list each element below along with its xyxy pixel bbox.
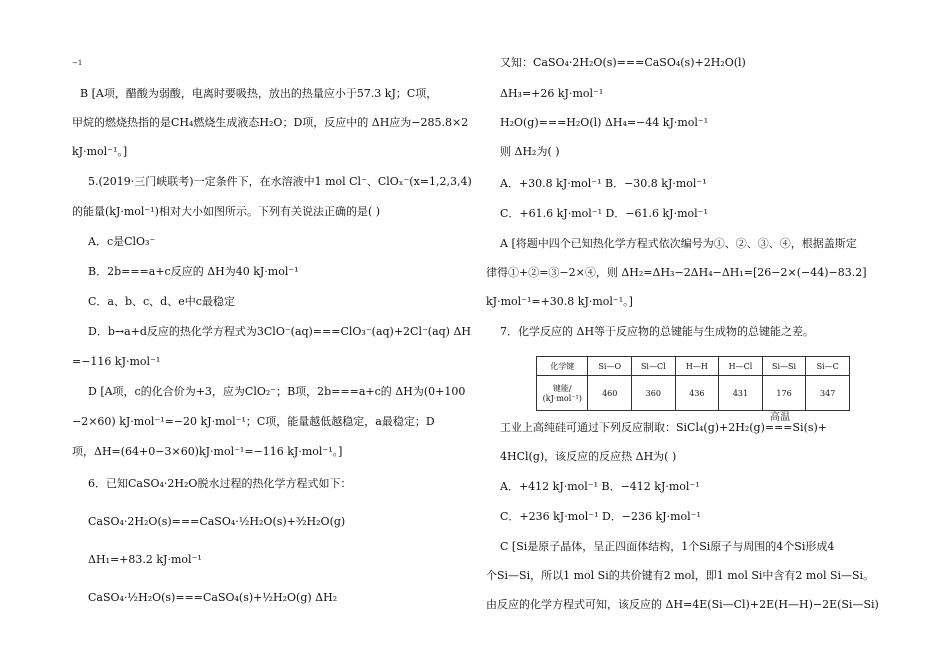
text-line: 4HCl(g)，该反应的反应热 ΔH为( ) <box>500 450 677 463</box>
text-line: 工业上高纯硅可通过下列反应制取：SiCl₄(g)+2H₂(g)===Si(s)+ <box>500 421 828 434</box>
text-line: 又知：CaSO₄·2H₂O(s)===CaSO₄(s)+2H₂O(l) <box>500 56 746 69</box>
text-line: 甲烷的燃烧热指的是CH₄燃烧生成液态H₂O；D项，反应中的 ΔH应为−285.8×2 <box>72 116 469 129</box>
option-c: C．a、b、c、d、e中c最稳定 <box>88 295 235 308</box>
text-line: B [A项，醋酸为弱酸，电离时要吸热，放出的热量应小于57.3 kJ；C项， <box>80 87 438 100</box>
table-header: H—H <box>675 357 719 376</box>
text-line: 律得①+②=③−2×④，则 ΔH₂=ΔH₃−2ΔH₄−ΔH₁=[26−2×(−44)−83.2] <box>486 266 867 279</box>
options-cd: C．+236 kJ·mol⁻¹ D．−236 kJ·mol⁻¹ <box>500 510 701 523</box>
table-row <box>537 376 850 411</box>
answer-explanation: C [Si是原子晶体，呈正四面体结构，1个Si原子与周围的4个Si形成4 <box>500 540 835 553</box>
answer-explanation: A [将题中四个已知热化学方程式依次编号为①、②、③、④，根据盖斯定 <box>500 237 857 250</box>
table-header: Si—Si <box>762 357 806 376</box>
text-line: −2×60) kJ·mol⁻¹=−20 kJ·mol⁻¹；C项，能量越低越稳定，a最稳定；D <box>72 415 435 428</box>
table-cell: 347 <box>806 376 850 411</box>
question-6: 6．已知CaSO₄·2H₂O脱水过程的热化学方程式如下： <box>88 477 352 490</box>
option-d: D．b→a+d反应的热化学方程式为3ClO⁻(aq)===ClO₃⁻(aq)+2Cl⁻(aq) ΔH <box>88 325 472 338</box>
table-cell: 436 <box>675 376 719 411</box>
text-line: −1 <box>72 59 83 67</box>
table-header-row <box>537 357 850 376</box>
options-ab: A．+30.8 kJ·mol⁻¹ B．−30.8 kJ·mol⁻¹ <box>500 177 707 190</box>
option-a: A．c是ClO₃⁻ <box>88 235 156 248</box>
table-cell: 360 <box>632 376 676 411</box>
text-line: 则 ΔH₂为( ) <box>500 145 560 158</box>
table-header: Si—Cl <box>632 357 676 376</box>
delta-h1: ΔH₁=+83.2 kJ·mol⁻¹ <box>88 553 202 566</box>
table-cell: 460 <box>588 376 632 411</box>
table-cell: 176 <box>762 376 806 411</box>
table-header: H—Cl <box>719 357 763 376</box>
reaction-condition: 高温 <box>770 412 790 423</box>
table-header: Si—O <box>588 357 632 376</box>
table-row-label: 键能/ (kJ·mol⁻¹) <box>537 376 588 411</box>
equation-2: CaSO₄·½H₂O(s)===CaSO₄(s)+½H₂O(g) ΔH₂ <box>88 591 338 604</box>
text-line: ΔH₃=+26 kJ·mol⁻¹ <box>500 87 604 100</box>
text-line: 由反应的化学方程式可知，该反应的 ΔH=4E(Si—Cl)+2E(H—H)−2E(Si—Si) <box>486 598 879 611</box>
question-7: 7．化学反应的 ΔH等于反应物的总键能与生成物的总键能之差。 <box>500 325 815 338</box>
table-cell: 431 <box>719 376 763 411</box>
text-line: kJ·mol⁻¹。] <box>72 145 128 158</box>
text-line: 的能量(kJ·mol⁻¹)相对大小如图所示。下列有关说法正确的是( ) <box>72 205 381 218</box>
equation-1: CaSO₄·2H₂O(s)===CaSO₄·½H₂O(s)+³⁄₂H₂O(g) <box>88 515 346 528</box>
answer-explanation: D [A项，c的化合价为+3，应为ClO₂⁻；B项，2b===a+c的 ΔH为(0+100 <box>88 385 466 398</box>
text-line: kJ·mol⁻¹=+30.8 kJ·mol⁻¹。] <box>486 295 633 308</box>
options-ab: A．+412 kJ·mol⁻¹ B．−412 kJ·mol⁻¹ <box>500 480 700 493</box>
text-line: =−116 kJ·mol⁻¹ <box>72 355 161 368</box>
table-header: 化学键 <box>537 357 588 376</box>
options-cd: C．+61.6 kJ·mol⁻¹ D．−61.6 kJ·mol⁻¹ <box>500 207 708 220</box>
bond-energy-table <box>536 356 850 411</box>
text-line: H₂O(g)===H₂O(l) ΔH₄=−44 kJ·mol⁻¹ <box>500 116 709 129</box>
option-b: B．2b===a+c反应的 ΔH为40 kJ·mol⁻¹ <box>88 265 299 278</box>
text-line: 个Si—Si，所以1 mol Si的共价键有2 mol，即1 mol Si中含有2 mol Si—Si。 <box>486 569 875 582</box>
table-header: Si—C <box>806 357 850 376</box>
text-line: 项，ΔH=(64+0−3×60)kJ·mol⁻¹=−116 kJ·mol⁻¹。] <box>72 445 343 458</box>
text-line: 5.(2019·三门峡联考)一定条件下，在水溶液中1 mol Cl⁻、ClOₓ⁻(x=1,2,3,4) <box>88 175 472 188</box>
